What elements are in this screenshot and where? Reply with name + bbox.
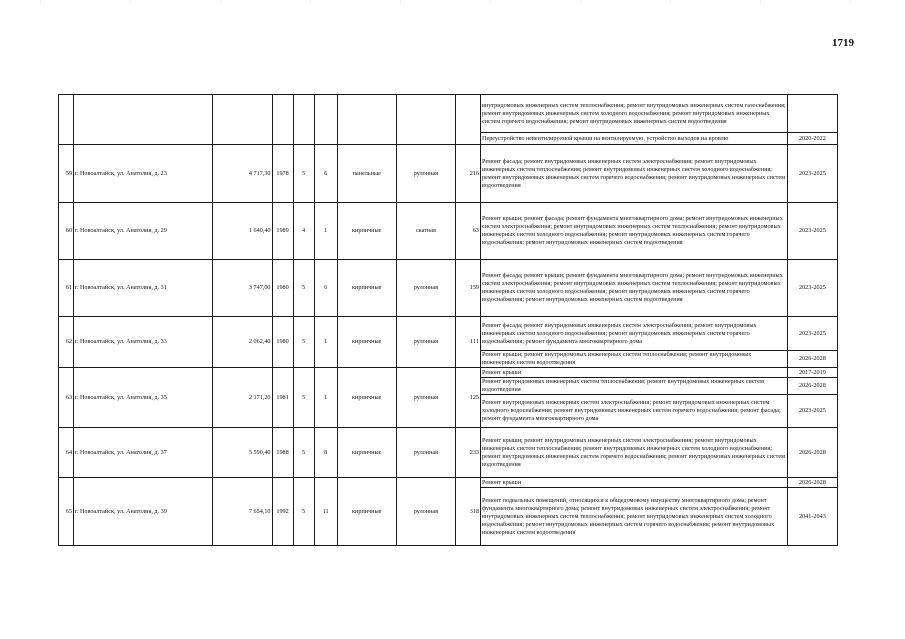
cell-walls: кирпичные — [337, 368, 396, 428]
cell-works: Ремонт крыши; ремонт фасада; ремонт фундамента многоквартирного дома; ремонт внутридомовых инженерных систем электроснабжения; ремонт внутридомовых инженерных систем теплоснабжения; ремонт внутридомовых инженерных систем холодного водоснабжения; ремонт внутридомовых инженерных систем горячего водоснабжения; ремонт внутридомовых инженерных систем водоотведения — [481, 203, 788, 260]
cell-num: 59 — [59, 145, 74, 203]
cell-works: Переустройство невентилируемой крыши на вентилируемую, устройство выходов на кровлю — [481, 133, 788, 145]
cell-period: 2026-2028 — [787, 428, 837, 478]
cell-residents: 159 — [455, 260, 480, 317]
cell-residents: 216 — [455, 145, 480, 203]
cell-period: 2026-2028 — [787, 378, 837, 395]
cell-roof: рулонная — [396, 317, 455, 368]
cell-walls: панельные — [337, 145, 396, 203]
cell-area: 2 062,40 — [213, 317, 272, 368]
cell-walls — [337, 95, 396, 145]
cell-year: 1980 — [272, 260, 293, 317]
cell-walls: кирпичные — [337, 428, 396, 478]
cell-address: г. Новоалтайск, ул. Анатолия, д. 39 — [74, 478, 213, 546]
cell-year: 1988 — [272, 428, 293, 478]
table-row — [59, 478, 838, 488]
cell-floors: 4 — [293, 203, 314, 260]
cell-period: 2041-2043 — [787, 488, 837, 546]
cell-area: 5 590,40 — [213, 428, 272, 478]
cell-address — [74, 95, 213, 145]
cell-walls: кирпичные — [337, 203, 396, 260]
cell-entrances: 1 — [314, 203, 337, 260]
cell-num: 63 — [59, 368, 74, 428]
cell-entrances: 6 — [314, 145, 337, 203]
scan-noise — [0, 0, 905, 4]
cell-address: г. Новоалтайск, ул. Анатолия, д. 31 — [74, 260, 213, 317]
cell-year: 1978 — [272, 145, 293, 203]
cell-roof: рулонная — [396, 368, 455, 428]
cell-area: 2 171,20 — [213, 368, 272, 428]
cell-area: 7 654,10 — [213, 478, 272, 546]
cell-walls: кирпичные — [337, 478, 396, 546]
cell-floors: 5 — [293, 260, 314, 317]
table-body — [59, 95, 838, 546]
cell-period: 2017-2019 — [787, 368, 837, 378]
cell-works: внутридомовых инженерных систем теплоснабжения; ремонт внутридомовых инженерных систем газоснабжения; ремонт внутридомовых инженерных систем холодного водоснабжения; ремонт внутридомовых инженерных систем горячего водоснабжения; ремонт внутридомовых инженерных систем водоотведения — [481, 95, 788, 133]
cell-residents: 125 — [455, 368, 480, 428]
cell-roof: рулонная — [396, 428, 455, 478]
cell-period: 2023-2025 — [787, 203, 837, 260]
cell-floors: 5 — [293, 145, 314, 203]
table-row — [59, 368, 838, 378]
cell-entrances — [314, 95, 337, 145]
cell-works: Ремонт внутридомовых инженерных систем теплоснабжения; ремонт внутридомовых инженерных систем водоотведения — [481, 378, 788, 395]
cell-works: Ремонт фасада; ремонт внутридомовых инженерных систем электроснабжения; ремонт внутридомовых инженерных систем холодного водоснабжения; ремонт внутридомовых инженерных систем горячего водоснабжения; ремонт фундамента многоквартирного дома — [481, 317, 788, 351]
cell-address: г. Новоалтайск, ул. Анатолия, д. 37 — [74, 428, 213, 478]
cell-walls: кирпичные — [337, 317, 396, 368]
housing-register-table — [58, 94, 838, 546]
cell-entrances: 1 — [314, 368, 337, 428]
cell-area — [213, 95, 272, 145]
cell-entrances: 6 — [314, 260, 337, 317]
cell-floors: 5 — [293, 428, 314, 478]
cell-roof: рулонная — [396, 478, 455, 546]
cell-period: 2020-2022 — [787, 133, 837, 145]
cell-year — [272, 95, 293, 145]
cell-residents: 63 — [455, 203, 480, 260]
table-row — [59, 317, 838, 351]
cell-period: 2026-2028 — [787, 351, 837, 368]
cell-roof: рулонная — [396, 145, 455, 203]
page-number: 1719 — [832, 37, 854, 49]
cell-num: 61 — [59, 260, 74, 317]
table-row — [59, 428, 838, 478]
cell-works: Ремонт фасада; ремонт крыши; ремонт фундамента многоквартирного дома; ремонт внутридомовых инженерных систем электроснабжения; ремонт внутридомовых инженерных систем теплоснабжения; ремонт внутридомовых инженерных систем холодного водоснабжения; ремонт внутридомовых инженерных систем горячего водоснабжения; ремонт внутридомовых инженерных систем водоотведения — [481, 260, 788, 317]
cell-residents: 111 — [455, 317, 480, 368]
cell-period: 2023-2025 — [787, 145, 837, 203]
cell-num: 62 — [59, 317, 74, 368]
cell-address: г. Новоалтайск, ул. Анатолия, д. 33 — [74, 317, 213, 368]
table-row — [59, 95, 838, 133]
table-row — [59, 145, 838, 203]
cell-works: Ремонт внутридомовых инженерных систем электроснабжения; ремонт внутридомовых инженерных систем холодного водоснабжения; ремонт внутридомовых инженерных систем горячего водоснабжения; ремонт фасада; ремонт фундамента многоквартирного дома — [481, 395, 788, 428]
cell-works: Ремонт фасада; ремонт внутридомовых инженерных систем электроснабжения; ремонт внутридомовых инженерных систем теплоснабжения; ремонт внутридомовых инженерных систем холодного водоснабжения; ремонт внутридомовых инженерных систем горячего водоснабжения; ремонт внутридомовых инженерных систем водоотведения — [481, 145, 788, 203]
cell-year: 1992 — [272, 478, 293, 546]
cell-area: 1 640,40 — [213, 203, 272, 260]
cell-roof — [396, 95, 455, 145]
cell-num: 64 — [59, 428, 74, 478]
cell-works: Ремонт подвальных помещений, относящихся к общедомовому имуществу многоквартирного дома; ремонт фундамента многоквартирного дома; ремонт внутридомовых инженерных систем электроснабжения; ремонт внутридомовых инженерных систем теплоснабжения; ремонт внутридомовых инженерных систем холодного водоснабжения; ремонт внутридомовых инженерных систем горячего водоснабжения; ремонт внутридомовых инженерных систем водоотведения — [481, 488, 788, 546]
cell-roof: скатная — [396, 203, 455, 260]
cell-period: 2023-2025 — [787, 317, 837, 351]
cell-num: 60 — [59, 203, 74, 260]
cell-num — [59, 95, 74, 145]
cell-floors: 5 — [293, 317, 314, 368]
cell-area: 3 747,00 — [213, 260, 272, 317]
cell-walls: кирпичные — [337, 260, 396, 317]
cell-floors — [293, 95, 314, 145]
cell-residents: 233 — [455, 428, 480, 478]
cell-works: Ремонт крыши — [481, 478, 788, 488]
cell-period: 2023-2025 — [787, 260, 837, 317]
cell-works: Ремонт крыши — [481, 368, 788, 378]
cell-address: г. Новоалтайск, ул. Анатолия, д. 29 — [74, 203, 213, 260]
cell-entrances: 8 — [314, 428, 337, 478]
cell-works: Ремонт крыши; ремонт внутридомовых инженерных систем электроснабжения; ремонт внутридомовых инженерных систем теплоснабжения; ремонт внутридомовых инженерных систем холодного водоснабжения; ремонт внутридомовых инженерных систем горячего водоснабжения; ремонт внутридомовых инженерных систем водоотведения — [481, 428, 788, 478]
cell-residents: 318 — [455, 478, 480, 546]
cell-address: г. Новоалтайск, ул. Анатолия, д. 23 — [74, 145, 213, 203]
cell-floors: 5 — [293, 368, 314, 428]
cell-period — [787, 95, 837, 133]
cell-floors: 5 — [293, 478, 314, 546]
cell-address: г. Новоалтайск, ул. Анатолия, д. 35 — [74, 368, 213, 428]
table-row — [59, 203, 838, 260]
cell-roof: рулонная — [396, 260, 455, 317]
cell-year: 1989 — [272, 203, 293, 260]
cell-period: 2023-2025 — [787, 395, 837, 428]
cell-entrances: 11 — [314, 478, 337, 546]
cell-works: Ремонт крыши; ремонт внутридомовых инженерных систем теплоснабжения; ремонт внутридомовых инженерных систем водоотведения — [481, 351, 788, 368]
cell-period: 2026-2028 — [787, 478, 837, 488]
table-row — [59, 260, 838, 317]
cell-residents — [455, 95, 480, 145]
cell-num: 65 — [59, 478, 74, 546]
cell-year: 1980 — [272, 317, 293, 368]
cell-entrances: 1 — [314, 317, 337, 368]
cell-area: 4 717,30 — [213, 145, 272, 203]
cell-year: 1981 — [272, 368, 293, 428]
